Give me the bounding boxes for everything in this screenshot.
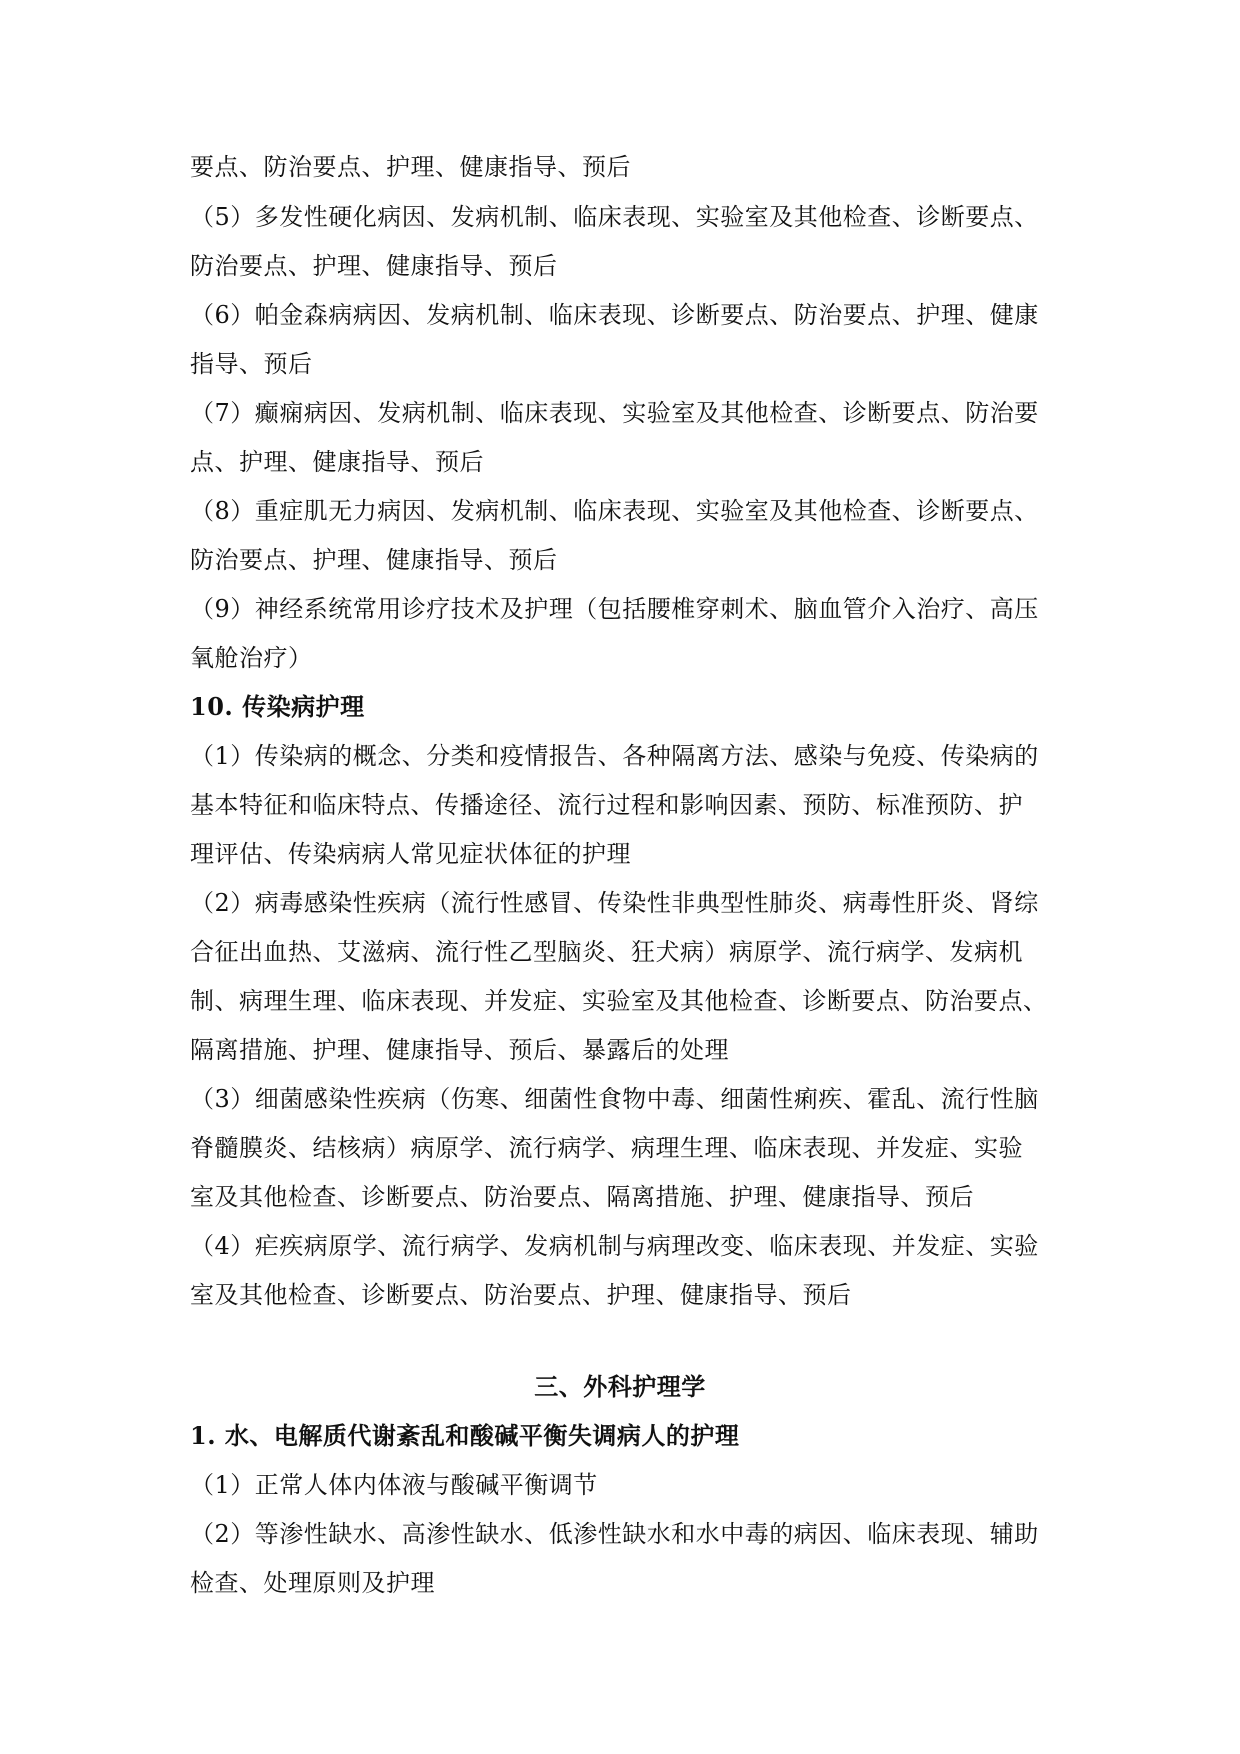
text-line: 室及其他检查、诊断要点、防治要点、护理、健康指导、预后 (190, 1281, 852, 1309)
list-item-1: （1）传染病的概念、分类和疫情报告、各种隔离方法、感染与免疫、传染病的 (190, 742, 1039, 770)
text-line: 脊髓膜炎、结核病）病原学、流行病学、病理生理、临床表现、并发症、实验 (190, 1134, 1023, 1162)
section-heading-fluid-electrolyte: 1. 水、电解质代谢紊乱和酸碱平衡失调病人的护理 (190, 1421, 740, 1450)
list-item-3: （3）细菌感染性疾病（伤寒、细菌性食物中毒、细菌性痢疾、霍乱、流行性脑 (190, 1085, 1039, 1113)
text-line: 检查、处理原则及护理 (190, 1569, 435, 1597)
list-item-8: （8）重症肌无力病因、发病机制、临床表现、实验室及其他检查、诊断要点、 (190, 497, 1039, 525)
list-item-2: （2）等渗性缺水、高渗性缺水、低渗性缺水和水中毒的病因、临床表现、辅助 (190, 1520, 1039, 1548)
text-line: 防治要点、护理、健康指导、预后 (190, 252, 558, 280)
text-line: 合征出血热、艾滋病、流行性乙型脑炎、狂犬病）病原学、流行病学、发病机 (190, 938, 1023, 966)
list-item-5: （5）多发性硬化病因、发病机制、临床表现、实验室及其他检查、诊断要点、 (190, 203, 1039, 231)
text-line: 防治要点、护理、健康指导、预后 (190, 546, 558, 574)
list-item-7: （7）癫痫病因、发病机制、临床表现、实验室及其他检查、诊断要点、防治要 (190, 399, 1039, 427)
text-line: 制、病理生理、临床表现、并发症、实验室及其他检查、诊断要点、防治要点、 (190, 987, 1048, 1015)
list-item-1: （1）正常人体内体液与酸碱平衡调节 (190, 1471, 598, 1499)
text-line: 理评估、传染病病人常见症状体征的护理 (190, 840, 631, 868)
list-item-9: （9）神经系统常用诊疗技术及护理（包括腰椎穿刺术、脑血管介入治疗、高压 (190, 595, 1039, 623)
text-line: 隔离措施、护理、健康指导、预后、暴露后的处理 (190, 1036, 729, 1064)
chapter-title-surgical-nursing: 三、外科护理学 (534, 1372, 706, 1401)
section-heading-infectious-disease-nursing: 10. 传染病护理 (190, 692, 365, 721)
text-line: 指导、预后 (190, 350, 313, 378)
text-line: 点、护理、健康指导、预后 (190, 448, 484, 476)
text-line: 基本特征和临床特点、传播途径、流行过程和影响因素、预防、标准预防、护 (190, 791, 1023, 819)
text-line: 室及其他检查、诊断要点、防治要点、隔离措施、护理、健康指导、预后 (190, 1183, 974, 1211)
text-line: 要点、防治要点、护理、健康指导、预后 (190, 153, 631, 181)
list-item-2: （2）病毒感染性疾病（流行性感冒、传染性非典型性肺炎、病毒性肝炎、肾综 (190, 889, 1039, 917)
list-item-4: （4）疟疾病原学、流行病学、发病机制与病理改变、临床表现、并发症、实验 (190, 1232, 1039, 1260)
text-line: 氧舱治疗） (190, 644, 313, 672)
list-item-6: （6）帕金森病病因、发病机制、临床表现、诊断要点、防治要点、护理、健康 (190, 301, 1039, 329)
